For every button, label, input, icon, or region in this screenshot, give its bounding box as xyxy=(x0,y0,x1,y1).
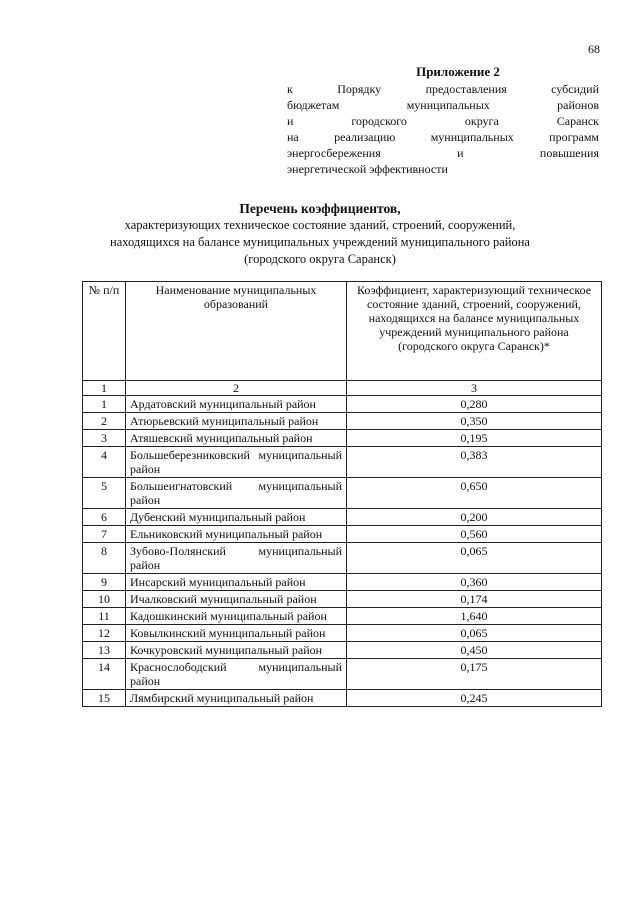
row-name: Лямбирский муниципальный район xyxy=(126,690,347,707)
table-row xyxy=(83,690,602,707)
header-number: № п/п xyxy=(83,282,126,381)
page-number: 68 xyxy=(588,42,600,56)
column-number: 3 xyxy=(347,381,602,396)
appendix-line: энергосбережения и повышения xyxy=(287,146,599,160)
row-number: 11 xyxy=(83,608,126,625)
table-row xyxy=(83,642,602,659)
row-number: 12 xyxy=(83,625,126,642)
row-coefficient: 0,245 xyxy=(347,690,602,707)
row-number: 3 xyxy=(83,430,126,447)
document-subtitle-line: характеризующих техническое состояние зданий, строений, сооружений, xyxy=(124,218,516,232)
row-number: 4 xyxy=(83,447,126,478)
row-coefficient: 0,360 xyxy=(347,574,602,591)
row-number: 13 xyxy=(83,642,126,659)
row-number: 2 xyxy=(83,413,126,430)
row-name: Ковылкинский муниципальный район xyxy=(126,625,347,642)
table-row xyxy=(83,430,602,447)
appendix-block xyxy=(287,64,599,177)
row-name: Кадошкинский муниципальный район xyxy=(126,608,347,625)
row-name: Зубово-Полянский муниципальный район xyxy=(126,543,347,574)
row-number: 1 xyxy=(83,396,126,413)
table-row xyxy=(83,478,602,509)
row-coefficient: 0,065 xyxy=(347,625,602,642)
document-subtitle-line: (городского округа Саранск) xyxy=(244,252,396,266)
table-row xyxy=(83,396,602,413)
coefficients-table xyxy=(82,281,602,707)
appendix-line: к Порядку предоставления субсидий xyxy=(287,82,599,96)
row-number: 5 xyxy=(83,478,126,509)
row-coefficient: 0,450 xyxy=(347,642,602,659)
table-row xyxy=(83,625,602,642)
row-coefficient: 1,640 xyxy=(347,608,602,625)
document-subtitle-line: находящихся на балансе муниципальных учреждений муниципального района xyxy=(110,235,530,249)
column-number-row xyxy=(83,381,602,396)
header-coefficient: Коэффициент, характеризующий техническое состояние зданий, строений, сооружений, находящихся на балансе муниципальных учреждений муниципального района (городского округа Саранск)* xyxy=(347,282,602,381)
row-number: 7 xyxy=(83,526,126,543)
table-row xyxy=(83,413,602,430)
appendix-title: Приложение 2 xyxy=(416,64,500,79)
appendix-line: на реализацию муниципальных программ xyxy=(287,130,599,144)
row-name: Дубенский муниципальный район xyxy=(126,509,347,526)
table-row xyxy=(83,447,602,478)
row-coefficient: 0,350 xyxy=(347,413,602,430)
row-coefficient: 0,195 xyxy=(347,430,602,447)
row-name: Большеигнатовский муниципальный район xyxy=(126,478,347,509)
row-name: Ельниковский муниципальный район xyxy=(126,526,347,543)
row-name: Кочкуровский муниципальный район xyxy=(126,642,347,659)
appendix-line: и городского округа Саранск xyxy=(287,114,599,128)
row-name: Большеберезниковский муниципальный район xyxy=(126,447,347,478)
row-coefficient: 0,174 xyxy=(347,591,602,608)
row-number: 6 xyxy=(83,509,126,526)
row-name: Атяшевский муниципальный район xyxy=(126,430,347,447)
document-title: Перечень коэффициентов, xyxy=(239,201,401,216)
row-name: Ардатовский муниципальный район xyxy=(126,396,347,413)
table-header-row xyxy=(83,282,602,381)
column-number: 1 xyxy=(83,381,126,396)
row-coefficient: 0,383 xyxy=(347,447,602,478)
row-name: Краснослободский муниципальный район xyxy=(126,659,347,690)
appendix-line: бюджетам муниципальных районов xyxy=(287,98,599,112)
row-name: Атюрьевский муниципальный район xyxy=(126,413,347,430)
table-row xyxy=(83,574,602,591)
column-number: 2 xyxy=(126,381,347,396)
row-coefficient: 0,175 xyxy=(347,659,602,690)
row-coefficient: 0,560 xyxy=(347,526,602,543)
table-row xyxy=(83,509,602,526)
row-number: 10 xyxy=(83,591,126,608)
table-row xyxy=(83,526,602,543)
row-name: Инсарский муниципальный район xyxy=(126,574,347,591)
row-coefficient: 0,200 xyxy=(347,509,602,526)
row-number: 8 xyxy=(83,543,126,574)
table-row xyxy=(83,608,602,625)
header-name: Наименование муниципальных образований xyxy=(126,282,347,381)
appendix-line: энергетической эффективности xyxy=(287,162,448,176)
table-row xyxy=(83,659,602,690)
row-coefficient: 0,280 xyxy=(347,396,602,413)
document-heading xyxy=(60,200,580,268)
row-coefficient: 0,650 xyxy=(347,478,602,509)
table-row xyxy=(83,543,602,574)
row-number: 9 xyxy=(83,574,126,591)
row-coefficient: 0,065 xyxy=(347,543,602,574)
table-row xyxy=(83,591,602,608)
row-name: Ичалковский муниципальный район xyxy=(126,591,347,608)
row-number: 15 xyxy=(83,690,126,707)
row-number: 14 xyxy=(83,659,126,690)
